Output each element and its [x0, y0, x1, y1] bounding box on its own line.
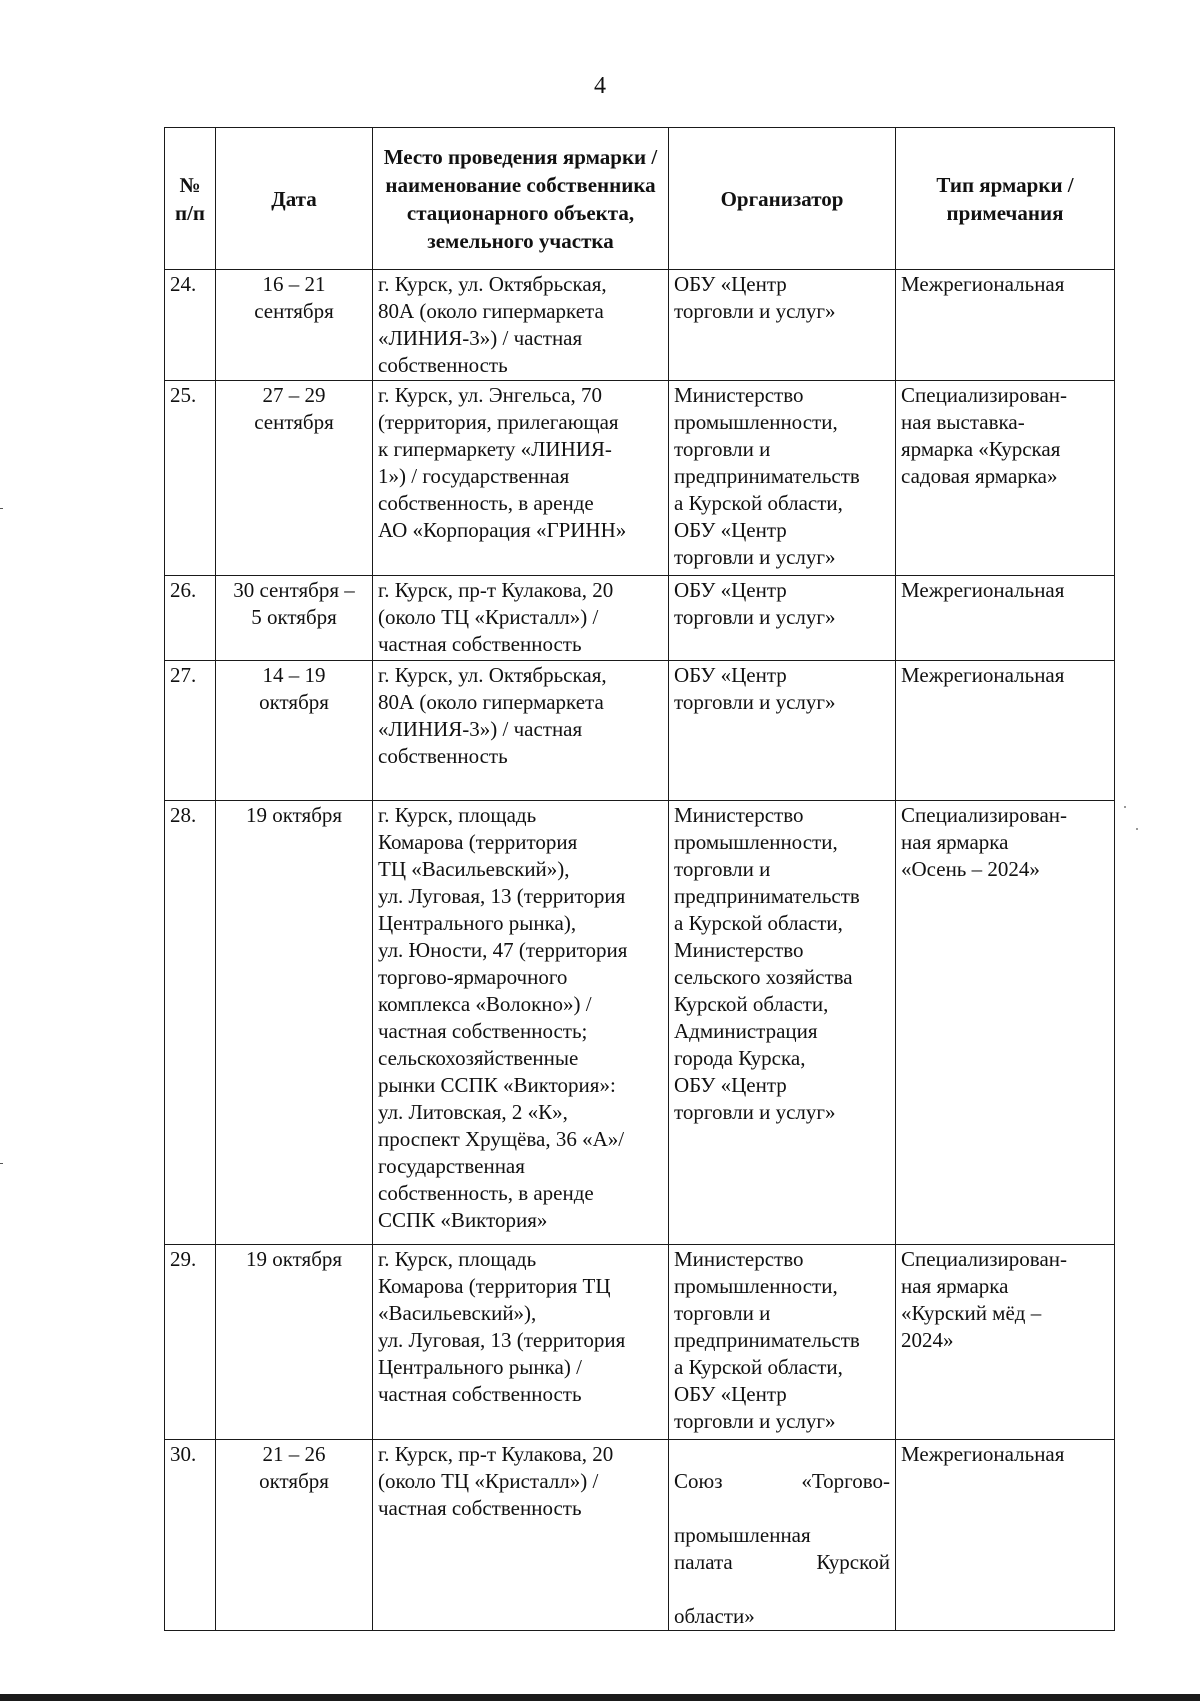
table-row — [165, 381, 1115, 576]
row-place: г. Курск, ул. Октябрьская, 80А (около гипермаркета «ЛИНИЯ-3») / частная собственность — [373, 661, 669, 801]
organizer-line: Союз «Торгово- — [674, 1469, 890, 1493]
table-row — [165, 801, 1115, 1245]
scan-speck — [1124, 806, 1126, 808]
organizer-line: палата Курской — [674, 1550, 890, 1574]
row-number: 29. — [165, 1245, 216, 1440]
table-row — [165, 270, 1115, 381]
scan-edge-mark — [0, 508, 3, 509]
row-place: г. Курск, ул. Октябрьская, 80А (около гипермаркета «ЛИНИЯ-3») / частная собственность — [373, 270, 669, 381]
row-date: 19 октября — [216, 801, 373, 1245]
row-number: 30. — [165, 1440, 216, 1631]
table-row — [165, 576, 1115, 661]
fairs-table — [164, 127, 1115, 1631]
row-number: 25. — [165, 381, 216, 576]
row-organizer: ОБУ «Центр торговли и услуг» — [669, 270, 896, 381]
scan-bottom-border — [0, 1694, 1200, 1701]
row-type: Специализирован- ная ярмарка «Осень – 2024» — [896, 801, 1115, 1245]
table-row — [165, 1245, 1115, 1440]
row-number: 26. — [165, 576, 216, 661]
row-type: Специализирован- ная выставка- ярмарка «Курская садовая ярмарка» — [896, 381, 1115, 576]
row-place: г. Курск, площадь Комарова (территория ТЦ «Васильевский»), ул. Луговая, 13 (территория Центрального рынка), ул. Юности, 47 (территория торгово-ярмарочного комплекса «Волокно») / частная собственность; сельскохозяйственные рынки ССПК «Виктория»: ул. Литовская, 2 «К», проспект Хрущёва, 36 «А»/ государственная собственность, в аренде ССПК «Виктория» — [373, 801, 669, 1245]
table-header-row — [165, 128, 1115, 270]
row-date: 27 – 29 сентября — [216, 381, 373, 576]
table-row — [165, 661, 1115, 801]
row-type: Межрегиональная — [896, 576, 1115, 661]
row-type: Межрегиональная — [896, 1440, 1115, 1631]
scan-edge-mark — [0, 1163, 3, 1164]
row-organizer: Министерство промышленности, торговли и предпринимательств а Курской области, ОБУ «Центр торговли и услуг» — [669, 1245, 896, 1440]
row-date: 21 – 26 октября — [216, 1440, 373, 1631]
row-date: 19 октября — [216, 1245, 373, 1440]
row-organizer: ОБУ «Центр торговли и услуг» — [669, 576, 896, 661]
table-row — [165, 1440, 1115, 1631]
header-organizer: Организатор — [669, 128, 896, 270]
header-place: Место проведения ярмарки / наименование собственника стационарного объекта, земельного участка — [373, 128, 669, 270]
row-number: 28. — [165, 801, 216, 1245]
row-type: Межрегиональная — [896, 661, 1115, 801]
row-organizer: Министерство промышленности, торговли и предпринимательств а Курской области, ОБУ «Центр торговли и услуг» — [669, 381, 896, 576]
row-date: 14 – 19 октября — [216, 661, 373, 801]
row-number: 27. — [165, 661, 216, 801]
row-organizer — [669, 1440, 896, 1631]
header-type: Тип ярмарки / примечания — [896, 128, 1115, 270]
row-place: г. Курск, площадь Комарова (территория ТЦ «Васильевский»), ул. Луговая, 13 (территория Центрального рынка) / частная собственность — [373, 1245, 669, 1440]
row-type: Межрегиональная — [896, 270, 1115, 381]
row-place: г. Курск, ул. Энгельса, 70 (территория, прилегающая к гипермаркету «ЛИНИЯ- 1») / государственная собственность, в аренде АО «Корпорация «ГРИНН» — [373, 381, 669, 576]
row-organizer: Министерство промышленности, торговли и предпринимательств а Курской области, Министерство сельского хозяйства Курской области, Администрация города Курска, ОБУ «Центр торговли и услуг» — [669, 801, 896, 1245]
row-place: г. Курск, пр-т Кулакова, 20 (около ТЦ «Кристалл») / частная собственность — [373, 576, 669, 661]
organizer-line: области» — [674, 1604, 755, 1628]
organizer-line: промышленная — [674, 1523, 811, 1547]
header-date: Дата — [216, 128, 373, 270]
row-organizer: ОБУ «Центр торговли и услуг» — [669, 661, 896, 801]
row-date: 16 – 21 сентября — [216, 270, 373, 381]
row-date: 30 сентября – 5 октября — [216, 576, 373, 661]
page-number: 4 — [594, 73, 606, 99]
row-number: 24. — [165, 270, 216, 381]
header-number: № п/п — [165, 128, 216, 270]
scan-speck — [1136, 828, 1138, 830]
row-place: г. Курск, пр-т Кулакова, 20 (около ТЦ «Кристалл») / частная собственность — [373, 1440, 669, 1631]
row-type: Специализирован- ная ярмарка «Курский мёд – 2024» — [896, 1245, 1115, 1440]
